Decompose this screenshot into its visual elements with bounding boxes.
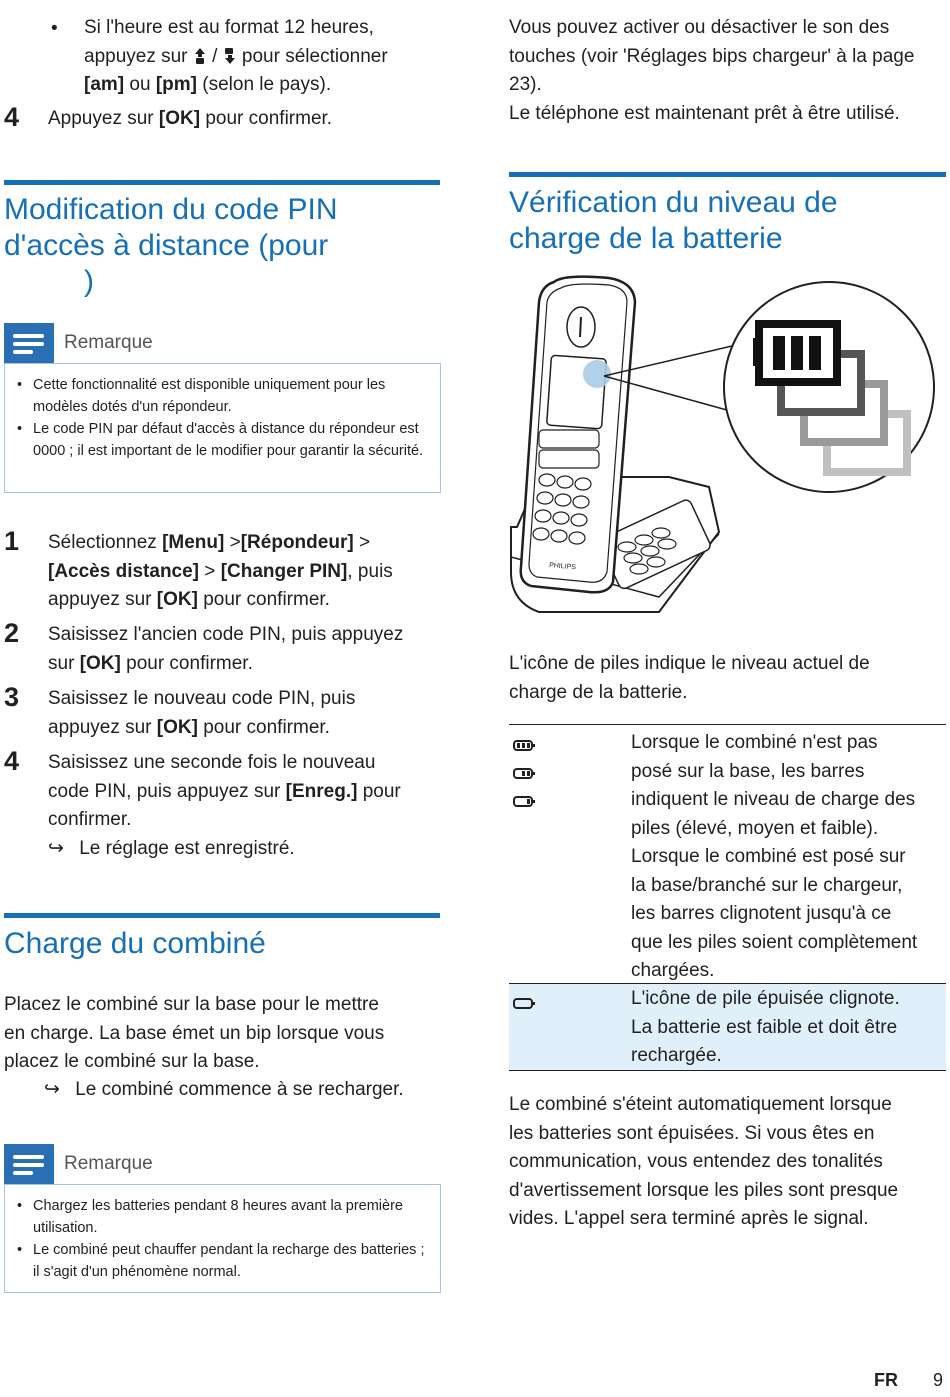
section-title-battery: Vérification du niveau de charge de la batterie — [509, 186, 838, 255]
footer-lang: FR — [874, 1370, 898, 1390]
note-icon — [4, 323, 54, 363]
intro-paragraph: Vous pouvez activer ou désactiver le son des touches (voir 'Réglages bips chargeur' à la page 23). Le téléphone est maintenant prêt à être utilisé. — [509, 17, 915, 124]
note-list — [13, 374, 433, 462]
section-title-pin: Modification du code PIN d'accès à distance (pour ) — [4, 193, 338, 298]
battery-full-icon — [513, 740, 533, 751]
table-top-rule — [509, 724, 946, 725]
step-number: 4 — [4, 102, 20, 132]
footer-page-number: 9 — [933, 1370, 944, 1390]
note-title: Remarque — [64, 332, 153, 353]
bullet-line1: Si l'heure est au format 12 heures, — [84, 17, 374, 38]
table-row-empty-text: L'icône de pile épuisée clignote. La batterie est faible et doit être rechargée. — [631, 988, 900, 1066]
section-rule — [4, 180, 440, 185]
ringer-down-icon — [223, 47, 237, 65]
note-item: • Chargez les batteries pendant 8 heures avant la première utilisation. — [13, 1195, 433, 1239]
result-arrow-icon: ↪ — [44, 1079, 60, 1100]
note-item: • Le code PIN par défaut d'accès à distance du répondeur est 0000 ; il est important de le modifier pour garantir la sécurité. — [13, 418, 433, 462]
battery-intro: L'icône de piles indique le niveau actuel de charge de la batterie. — [509, 653, 870, 703]
section-rule — [509, 172, 946, 177]
battery-medium-icon — [513, 768, 533, 779]
section-title-charge: Charge du combiné — [4, 927, 266, 960]
step-result: Le réglage est enregistré. — [79, 837, 295, 859]
bullet-line3: [am] ou [pm] (selon le pays). — [84, 74, 332, 95]
ringer-up-icon — [193, 47, 207, 65]
note-box — [4, 1184, 441, 1293]
note-list — [13, 1195, 433, 1283]
charge-paragraph: Placez le combiné sur la base pour le mettre en charge. La base émet un bip lorsque vous placez le combiné sur la base. — [4, 994, 385, 1072]
phone-brand: PHILIPS — [548, 562, 577, 572]
phone-illustration — [509, 272, 946, 632]
note-title: Remarque — [64, 1153, 153, 1174]
step-text: Appuyez sur [OK] pour confirmer. — [48, 108, 333, 129]
section-rule — [4, 913, 440, 918]
bullet-mark: • — [51, 18, 58, 39]
battery-outro: Le combiné s'éteint automatiquement lorsque les batteries sont épuisées. Si vous êtes en communication, vous entendez des tonalités d'avertissement lorsque les piles sont presque vides. L'appel sera terminé après le signal. — [509, 1094, 899, 1229]
bullet-line2: appuyez sur / pour sélectionner — [84, 45, 388, 67]
result-arrow-icon: ↪ — [48, 837, 64, 859]
note-item: • Le combiné peut chauffer pendant la recharge des batteries ; il s'agit d'un phénomène normal. — [13, 1239, 433, 1283]
battery-empty-icon — [513, 998, 533, 1009]
battery-low-icon — [513, 796, 533, 807]
bullet-12h — [84, 14, 444, 100]
note-item: • Cette fonctionnalité est disponible uniquement pour les modèles dotés d'un répondeur. — [13, 374, 433, 418]
note-box — [4, 363, 441, 493]
charge-result: ↪ Le combiné commence à se recharger. — [44, 1079, 404, 1100]
table-row-charge-levels: Lorsque le combiné n'est pas posé sur la base, les barres indiquent le niveau de charge des piles (élevé, moyen et faible). Lorsque le combiné est posé sur la base/branché sur le chargeur, les barres clignotent jusqu'à ce que les piles soient complètement chargées. — [631, 732, 918, 981]
table-row-empty — [509, 983, 946, 1071]
note-icon — [4, 1144, 54, 1184]
